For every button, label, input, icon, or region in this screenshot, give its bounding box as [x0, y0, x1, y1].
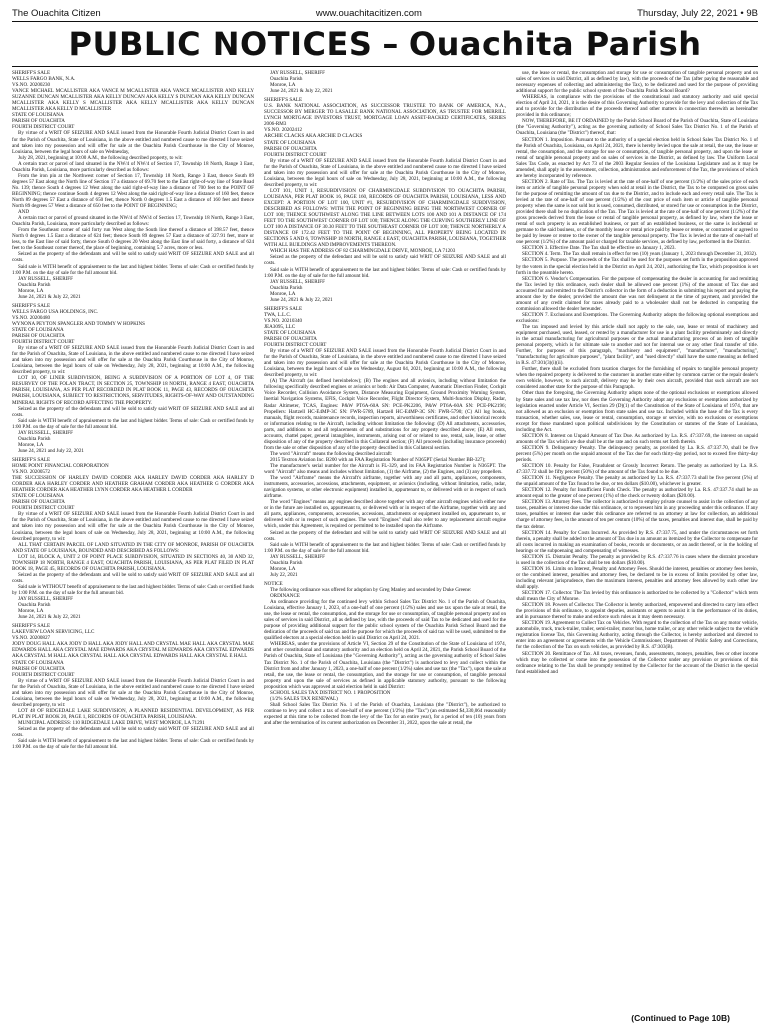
notice-paragraph: By virtue of a WRIT OF SEIZURE AND SALE issued from the Honorable Fourth Judicial District Court in and for the Parish of Ouachita, State of Louisiana, in the above entitled and numbered cause to me directed I have seized and taken into my possession and will offer for sale at the Ouachita Parish Courthouse in the City of Monroe, Louisiana, between the legal hours of sale on Wednesday, July 28, 2021, beginning at 10:00 A.M., the following described property, to wit: [264, 157, 506, 188]
notice-heading-line: PARISH OF OUACHITA [264, 336, 317, 343]
notice-heading-line: SHERIFF'S SALE [12, 70, 51, 76]
notice-paragraph: Said sale is WITHOUT benefit of appraisement to the last and highest bidder. Terms of sale: Cash or certified funds by 1:00 P.M. on the day of sale for the full amount bid. [12, 583, 254, 596]
notice-paragraph: SECTION 14. Penalty for Costs Incurred. As provided by R.S. 47:337.75, and under the circumstances set forth therein, a penalty shall be added to the amount of Tax due in an amount as itemized by the Collector to compensate for all costs incurred in making an examination of books, records or documents, or an audit thereof, or in the holding of hearings or the subpoenaing and compensating of witnesses. [516, 529, 758, 554]
notice-heading-line: JEA3095, LLC [264, 323, 296, 330]
notice-paragraph: (A) The Aircraft (as defined hereinbelow); (B) The engines and all avionics, including without limitation the following specifically described engines or avionics or both: Air Data Computer, Automatic Direction Finder, Cockpit Voice Recorder, Collision Avoidance System, Distance Measuring Equipment, Ground Proximity Warning System, Inertial Navigation Systems, EFIS, Cockpit Voice Recorder, Flight Director System, Multi-function Display, Radar, Radar Altimeter, TCAS, Engines: P&W PT6A-60A SN: PCE-PK2206, P&W PT6A-60A SN: PCE-PK2196; Propellers: Hartzell HC-E4MP-3C SN: FWR-5789, Hartzell HC-E4MP-3C SN: FWR-5790; (C) All log books, manuals, flight records, maintenance records, inspection reports, airworthiness certificates, and other historical records or information relating to the Aircraft, including without limitation the following: (D) All attachments, accessories, parts, and additions to and all replacements of and substitutions for any property described above; (E) All rents, accounts, chattel paper, general intangibles, instruments, arising out of or related to use, rental, sale, lease, or other disposition of any of the property described in this Collateral section; (F) All proceeds (including insurance proceeds) from the sale or other disposition of any of the property described in this Collateral section. [264, 378, 506, 451]
notice-paragraph: MUNICIPAL ADDRESS: 110 RIDGEDALE LAKE DRIVE, WEST MONROE, LA 71291 [18, 719, 205, 726]
notice-paragraph: A certain tract or parcel of land situated in the NW/4 of NW/4 of Section 17, Township 18 North, Range 3 East, Ouachita Parish, Louisiana, more particularly described as follows: [12, 160, 254, 173]
notice-heading-line: VS.NO. 20210340 [264, 317, 303, 324]
notice-paragraph: Monroe, LA [18, 441, 44, 448]
notice-paragraph: Seized as the property of the defendant and will be sold to satisfy said WRIT OF SEIZURE AND SALE and all costs. [264, 254, 506, 267]
notice-paragraph: SECTION 6. Vendor's Compensation. For the purpose of compensating the dealer in accounting for and remitting the Tax levied by this ordinance, each dealer shall be allowed one percent (1%) of the amount of Tax due and accounted for and remitted to the District's collector in the form of a deduction in submitting his report and paying the amount due by the dealer, provided the amount due was not delinquent at the time of payment, and provided the amount of any credit claimed for taxes already paid to a wholesaler shall not be deducted in computing the commission allowed the dealer hereunder. [516, 275, 758, 312]
column-2 [264, 70, 506, 1010]
notice-paragraph: SECTION 19. Agreement to Collect Tax on Vehicles. With regard to the collection of the Tax on any motor vehicle, automobile, truck, truck-trailer, trailer, semi-trailer, motor bus, home trailer, or any other vehicle subject to the vehicle registration license Tax, this Governing Authority, acting through the Collector, is hereby authorized and directed to enter into an agreement or agreements with the Vehicle Commissioner, Department of Public Safety and Corrections, for the collection of the Tax on such vehicles, as provided by R.S. 47:303(B). [516, 620, 758, 651]
notice-heading-line: ARCHIE CLACKS AKA ARCHIE D CLACKS [264, 133, 363, 140]
notice-paragraph: JAY RUSSELL, SHERIFF [270, 553, 325, 560]
notice-paragraph: LOT 10, OF LINER SUBDIVISION, BEING A SUBDIVISION OF A PORTION OF LOT 4, OF THE RESURVEY OF THE FOLAN TRACT, IN SECTION 25, TOWNSHIP 18 NORTH, RANGE 4 EAST, OUACHITA PARISH, LOUISIANA, AS PER PLAT RECORDED IN PLAT BOOK 11, PAGE 43, RECORDS OF OUACHITA PARISH, LOUISIANA, SUBJECT TO RESTRICTIONS, SERVITUDES, RIGHTS-OF-WAY AND OUTSTANDING MINERAL RIGHTS OF RECORD AFFECTING THE PROPERTY. [12, 375, 254, 406]
notice-paragraph: Said sale is WITH benefit of appraisement to the last and highest bidder. Terms of sale: Cash or certified funds by 1:00 P.M. on the day of sale for the full amount bid. [264, 541, 506, 554]
notice-heading-line: VS.NO. 20200480 [12, 314, 51, 321]
notice-heading-line: SHERIFF'S SALE [12, 302, 51, 309]
notice-paragraph: By virtue of a WRIT OF SEIZURE AND SALE issued from the Honorable Fourth Judicial District Court in and for the Parish of Ouachita, State of Louisiana, in the above entitled and numbered cause to me directed I have seized and taken into my possession and will offer for sale at the Ouachita Parish Courthouse in the City of Monroe, Louisiana, between the legal hours of sale on Wednesday, July 28, 2021, beginning at 10:00 A.M., the following described property, to wit: [12, 677, 254, 708]
notice-paragraph: Seized as the property of the defendants and will be sold to satisfy said WRIT OF SEIZURE AND SALE and all costs. [12, 405, 254, 418]
notice-paragraph: SECTION 15. Distraint Penalty. The penalty as provided by R.S. 47:337.76 in cases where the distraint procedure is used in the collection of the Tax shall be ten dollars ($10.00). [516, 553, 758, 566]
notice-paragraph: LOT 101, UNIT 1, RESUBDIVISION OF CHARMINGDALE SUBDIVISION TO OUACHITA PARISH, LOUISIANA, PER PLAT BOOK 16, PAGE 160, RECORDS OF OUACHITA PARISH, LOUISIANA, LESS AND EXCEPT: A PORTION OF LOT 100, UNIT #1, RESUBDIVISION OF CHARMINGDALE SUBDIVISION, DESCRIBED AS FOLLOWS: WITH THE POINT OF BEGINNING BEING THE NORTHWEST CORNER OF LOT 100; THENCE SOUTHWEST ALONG THE LINE BETWEEN LOTS 100 AND 101 A DISTANCE OF 174 FEET TO THE SOUTHWEST CORNER OF LOT 100; THENCE ALONG THE CURVING SOUTHERLY LINE OF LOT 100 A DISTANCE OF 30.30 FEET TO THE SOUTHEAST CORNER OF LOT 100; THENCE NORTHERLY A DISTANCE OF 172.42 FEET TO THE POINT OF BEGINNING, ALL PROPERTY BEING LOCATED IN SECTIONS 5 AND 6, TOWNSHIP 18 NORTH, RANGE 4 EAST, OUACHITA PARISH, LOUISIANA, TOGETHER WITH ALL BUILDINGS AND IMPROVEMENTS THEREON. [264, 187, 506, 249]
notice-paragraph: Seized as the property of the defendants and will be sold to satisfy said WRIT OF SEIZURE AND SALE and all costs. [12, 251, 254, 264]
notice-paragraph: Seized as the property of the defendants and will be sold to satisfy said WRIT OF SEIZURE AND SALE and all costs. [12, 726, 254, 739]
notice-heading-line: VANCE MICHAEL MCALLISTER AKA VANCE M MCALLISTER AKA VANCE MCALLISTER AND KELLY SUZANNE DUNCAN MCALLISTER AKA KELLY DUNCAN AKA KELLY S DUNCAN AKA KELLY DUNCAN MCALLISTER AKA KELLY S MCALLISTER AKA KELLY MCALLISTER AKA KELLY DUNCAN MCALLISTER AKA KELLY D MCALLISTER [12, 88, 254, 113]
notice-paragraph: SECTION 4. Term. The Tax shall remain in effect for ten (10) years (January 1, 2023 through December 31, 2032). [522, 251, 758, 258]
notice-columns [12, 70, 758, 1010]
notice-paragraph: Seized as the property of the defendants and will be sold to satisfy said WRIT OF SEIZURE AND SALE and all costs. [12, 571, 254, 584]
legal-notice [516, 70, 758, 675]
notice-paragraph: JAY RUSSELL, SHERIFF [270, 278, 325, 285]
notice-paragraph: The word "Airframe" means the Aircraft's airframe, together with any and all parts, appliances, components, instruments, accessories, accessions, attachments, equipment, or avionics (including, without limitation, radio, radar, navigation systems, or other electronic equipment) installed in, appurtenant to, or delivered with or in respect of such airframe. [264, 475, 506, 500]
notice-paragraph: Said sale is WITH benefit of appraisement to the last and highest bidder. Terms of sale: Cash or certified funds by 1:00 P.M. on the day of sale for the full amount bid. [12, 263, 254, 276]
legal-notice [12, 70, 254, 300]
notice-paragraph: (1/2% SALES TAX RENEWAL) [270, 695, 338, 702]
notice-heading-line: STATE OF LOUISIANA [12, 326, 64, 333]
notice-paragraph: By virtue of a WRIT OF SEIZURE AND SALE issued from the Honorable Fourth Judicial District Court in and for the Parish of Ouachita, State of Louisiana, in the above entitled and numbered cause to me directed I have seized and taken into my possession and will offer for sale at the Ouachita Parish Courthouse in the City of Monroe, Louisiana, between the legal hours of sale on Wednesday, [12, 130, 254, 155]
notice-paragraph: June 24, 2021 & July 22, 2021 [270, 88, 333, 95]
notice-paragraph: JAY RUSSELL, SHERIFF [18, 275, 73, 282]
notice-heading-line: PARISH OF OUACHITA [12, 499, 65, 506]
notice-heading-line: THE SUCCESSION OF HARLEY DAVID CORDER AKA HARLEY DAVID CORDER AKA HARLEY D CORDER AKA HARLEY CORDER AND HEATHER GRAHAM CORDER AKA HEATHER G CORDER AKA HEATHER CORDER AKA HEATHER LYNN CORDER AKA HEATHER L CORDER [12, 475, 254, 494]
section-banner [12, 24, 758, 64]
notice-paragraph: SECTION 1. Imposition. Pursuant to the authority of a special election held in School Sales Tax District No. 1 of the Parish of Ouachita, Louisiana, on April 24, 2021, there is hereby levied upon the sale at retail, the use, the lease or rental, the consumption, and the storage for use or consumption, of tangible personal property, and upon the lease or rental of tangible personal property and on sales of services in the District, as defined by law. The Uniform Local Sales Tax Code, as enacted by Act 73 of the 2003 Regular Session of the Louisiana Legislature and as it may be amended, shall apply in the assessment, collection, administration and enforcement of the Tax, the provisions of which are hereby incorporated by reference. [516, 136, 758, 179]
notice-heading-line: U.S. BANK NATIONAL ASSOCIATION, AS SUCCESSOR TRUSTEE TO BANK OF AMERICA, N.A., SUCCESSOR BY MERGER TO LASALLE BANK NATIONAL ASSOCIATION, AS TRUSTEE FOR MERRILL LYNCH MORTGAGE INVESTORS TRUST, MORTGAGE LOAN ASSET-BACKED CERTIFICATES, SERIES 2006-RM3 [264, 103, 506, 128]
notice-heading-line: FOURTH DISTRICT COURT [12, 339, 75, 346]
legal-notice [264, 97, 506, 303]
column-3 [516, 70, 758, 1010]
notice-paragraph: SECTION 12. Penalty for Insufficient Funds Check. The penalty as authorized by La. R.S. 47:337.74 shall be an amount equal to the greater of one percent (1%) of the check or twenty dollars ($20.00). [516, 487, 758, 500]
notice-paragraph: ORDINANCE [270, 592, 300, 599]
notice-paragraph: By virtue of a WRIT OF SEIZURE AND SALE issued from the Honorable Fourth Judicial District Court in and for the Parish of Ouachita, State of Louisiana, in the above entitled and numbered cause to me directed I have seized and taken into my possession and will offer for sale at the Ouachita Parish Courthouse in the City of Monroe, Louisiana, between the legal hours of sale on Wednesday, July 28, 2021, beginning at 10:00 A.M., the following described property, to wit: [12, 345, 254, 376]
notice-paragraph: SECTION 2. Rate of Tax. The Tax is levied at the rate of one-half of one percent (1/2%) of the sales price of each item or article of tangible personal property when sold at retail in the District, the Tax to be computed on gross sales for the purpose of remitting the amount of tax due to the District, and to include each and every retail sale. The Tax is levied at the rate of one-half of one percent (1/2%) of the cost price of each item or article of tangible personal property when the same is not sold but is used, consumed, distributed, or stored for use or consumption in the District, provided there shall be no duplication of the Tax. The Tax is levied at the rate of one-half of one percent (1/2%) of the gross proceeds derived from the lease or rental of tangible personal property, as defined by law, where the lease or rental of such property is an established business, or part of an established business, or the same is incidental or germane to the said business, or of the monthly lease or rental price paid by lessee or rentee, or contracted or agreed to be paid by lessee or rentee to the owner of the tangible personal property. The Tax is levied at the rate of one-half of one percent (1/2%) of the amount paid or charged for taxable services, as defined by law, performed in the District. [516, 178, 758, 246]
notice-paragraph: Monroe, LA [270, 290, 296, 297]
notice-paragraph: JAY RUSSELL, SHERIFF [18, 429, 73, 436]
notice-paragraph: SECTION 17. Collector. The Tax levied by this ordinance is authorized to be collected by a "Collector" which term shall mean the City of Monroe. [516, 590, 758, 603]
notice-heading-line: TWA, L.L.C. [264, 311, 292, 318]
notice-paragraph: WHICH HAS THE ADDRESS OF 82 CHARMINGDALE DRIVE, MONROE, LA 71203 [270, 248, 456, 255]
notice-paragraph: June 24, 2021 and July 22, 2021 [18, 447, 84, 454]
notice-heading-line: FOURTH DISTRICT COURT [264, 342, 327, 349]
notice-paragraph: June 24, 2021 & July 22, 2021 [270, 296, 333, 303]
notice-paragraph: LOT 14, BLOCK A, UNIT 2 OF POINT PLACE SUBDIVISION, SITUATED IN SECTIONS 40, 30 AND 32, TOWNSHIP 18 NORTH, RANGE 4 EAST, OUACHITA PARISH, LOUISIANA, AS PER PLAT FILED IN PLAT BOOK 18, PAGE 45, RECORDS OF OUACHITA PARISH, LOUISIANA. [12, 553, 254, 572]
column-1 [12, 70, 254, 1010]
notice-paragraph: Monroe, LA [270, 565, 296, 572]
notice-paragraph: Monroe, LA [18, 287, 44, 294]
notice-paragraph: WHEREAS, under the provisions of Article VI, Section 29 of the Constitution of the State of Louisiana of 1974, and other constitutional and statutory authority and an election held on April 24, 2021, the Parish School Board of the Parish of Ouachita, State of Louisiana (the "Governing Authority"), acting as the governing authority of School Sales Tax District No. 1 of the Parish of Ouachita, Louisiana (the "District") is authorized to levy and collect within the District from and after January 1, 2023, a one-half of one percent (1/2%) sales and use tax (the "Tax"), upon the sale at retail, the use, the lease or rental, the consumption, and the storage for use or consumption, of tangible personal property and upon the sale of services as defined in applicable statutory authority, pursuant to the following proposition which was approved at said election held in said District: [264, 641, 506, 690]
notice-paragraph: SECTION 16. Limits on Interest, Penalty and Attorney Fees. Should the interest, penalties or attorney fees herein, or the combined interest, penalties and attorney fees, be declared to be in excess of limits provided by other law, including relevant jurisprudence, then the maximum interest, penalties and attorney fees allowed by such other law shall apply. [516, 565, 758, 590]
notice-heading-line: SHERIFF'S SALE [264, 305, 303, 312]
notice-paragraph: Seized as the property of the defendant and will be sold to satisfy said WRIT OF SEIZURE AND SALE and all costs. [264, 529, 506, 542]
notice-paragraph: use, the lease or rental, the consumption and storage for use or consumption of tangible personal property and on sales of services in said District, all as defined by law), with the proceeds of the Tax (after paying the reasonable and necessary expenses of collecting and administering the Tax), to be dedicated and used for the purpose of providing additional support for the public school system of the Ouachita Parish School Board? [516, 70, 758, 95]
banner-separator: – [382, 25, 399, 63]
notice-heading-line: FOURTH DISTRICT COURT [12, 671, 75, 678]
notice-heading-line: SHERIFF'S SALE [12, 623, 51, 630]
notice-paragraph: Monroe, LA [18, 608, 44, 615]
notice-paragraph: From the Southeast corner of said forty run West along the South line thereof a distance of 398.57 feet, thence North 0 degrees 1.5 East a distance of 624 feet; thence South 89 degrees 57 East a distance of 327.91 feet, more or less, to the East line of said forty, thence South 0 degrees 20 West along the East line of said forty, a distance of 624 feet to the Southeast corner thereof, the place of beginning, containing 5.7 acres, more or less. [12, 227, 254, 252]
notice-paragraph: By virtue of a WRIT OF SEIZURE AND SALE issued from the Honorable Fourth Judicial District Court in and for the Parish of Ouachita, State of Louisiana, in the above entitled and numbered cause to me directed I have seized and taken into my possession and will offer for sale at the Ouachita Parish Courthouse in the City of Monroe, Louisiana, between the legal hours of sale on Wednesday, July 28, 2021, beginning at 10:00 A.M., the following described property, to wit: [12, 511, 254, 542]
notice-paragraph: A certain tract or parcel of ground situated in the NW/4 of NW/4 of Section 17, Township 18 North, Range 3 East, Ouachita Parish, Louisiana, more particularly described as follows: [12, 215, 254, 228]
notice-heading-line: WYNONA PEYTON SPANGLER AND TOMMY W HOPKINS [12, 320, 146, 327]
notice-heading-line: VS.NO. 20200827 [12, 635, 51, 642]
paper-name: The Ouachita Citizen [12, 7, 101, 19]
notice-paragraph: Ouachita Parish [18, 435, 51, 442]
notice-heading-line: WELLS FARGO USA HOLDINGS, INC. [12, 308, 99, 315]
notice-paragraph: From the iron pin at the Northwest corner of Section 17, Township 18 North, Range 3 East, thence South 89 degrees 57 East along the North line of Section 17 a distance of 69.70 feet to the East right-of-way line of State Road No. 139; thence South 4 degrees 12 West along the said right-of-way line a distance of 700 feet to the POINT OF BEGINNING; thence continue South 4 degrees 12 West along the said right-of-way line a distance of 160 feet, thence North 89 degrees 57 East a distance of 650 feet, thence North 0 degrees 1.5 East a distance of 160 feet and thence North 89 degrees 57 West a distance of 650 feet to the POINT OF BEGINNING; [12, 172, 254, 210]
notice-paragraph: The word "Aircraft" means the following described aircraft: [270, 450, 393, 457]
notice-paragraph: LOT 48 OF RIDGEDALE LAKE SUBDIVISION, A PLANNED RESIDENTIAL DEVELOPMENT, AS PER PLAT IN PLAT BOOK 20, PAGE 1, RECORDS OF OUACHITA PARISH, LOUISIANA. [12, 707, 254, 720]
notice-paragraph: July 28, 2021, beginning at 10:00 A.M., the following described property, to wit: [18, 154, 183, 161]
notice-heading-line: PARISH OF OUACHITA [12, 665, 65, 672]
notice-paragraph: SECTION 10. Penalty for False, Fraudulent or Grossly Incorrect Return. The penalty as authorized by La. R.S. 47:337.72 shall be fifty percent (50%) of the amount of the Tax found to be due. [516, 463, 758, 476]
notice-paragraph: Other than the foregoing, the Governing Authority adopts none of the optional exclusions or exemptions allowed by State sales and use tax law, nor does the Governing Authority adopt any exclusions or exemptions authorized by legislation enacted under Article VI, Section 29 (D)(1) of the Constitution of the State of Louisiana of 1974, that are not allowed as an exclusion or exemption from state sales and use tax. Included within the base of the Tax is every transaction, whether sales, use, lease or rental, consumption, storage or service, with no exclusions or exemptions except for those mandated upon political subdivisions by the Constitution or statutes of the State of Louisiana, including the Act. [516, 390, 758, 433]
notice-paragraph: NOW, THEREFORE, BE IT ORDAINED by the Parish School Board of the Parish of Ouachita, State of Louisiana (the "Governing Authority"), acting as the governing authority of School Sales Tax District No. 1 of the Parish of Ouachita, Louisiana (the "District") thereof, that: [516, 118, 758, 137]
notice-paragraph: Monroe, LA [270, 82, 296, 89]
notice-paragraph: 2015 Textron Aviation Inc. B200 with an FAA Registration Number of N365PT (Serial Number BB-327); [270, 456, 486, 463]
notice-paragraph: Said sale is WITH benefit of appraisement to the last and highest bidder. Terms of sale: Cash or certified funds by 1:00 P.M. on the day of sale for the full amount bid. [264, 266, 506, 279]
date-page: Thursday, July 22, 2021 • 9B [637, 7, 758, 19]
notice-heading-line: LAKEVIEW LOAN SERVICING, LLC [12, 629, 95, 636]
notice-paragraph: SECTION 3. Effective Date. The Tax shall be effective on January 1, 2023. [522, 245, 676, 252]
notice-heading-line: STATE OF LOUISIANA [12, 493, 64, 500]
notice-paragraph: SECTION 18. Powers of Collector. The Collector is hereby authorized, empowered and directed to carry into effect the provisions of this ordinance, to appoint deputies, assistants or agents to assist it in the performance of its duties, and in pursuance thereof to make and enforce such rules as it may deem necessary. [516, 602, 758, 621]
legal-notice [12, 303, 254, 454]
notice-paragraph: SECTION 20. Remittance of Tax. All taxes, revenues, funds, assessments, moneys, penalties, fees or other income which may be collected or come into the possession of the Collector under any provision or provisions of this ordinance relating to the Tax shall be promptly remitted by the Collector for the account of the District in the special fund established and [516, 650, 758, 675]
notice-heading-line: STATE OF LOUISIANA [12, 112, 64, 119]
notice-paragraph: Further, there shall be excluded from taxation charges for the furnishing of repairs to tangible personal property when the repaired property is delivered to the customer in another state either by common carrier or the repair dealer's own vehicle, however, to such aircraft, delivery may be by their own aircraft, provided that such aircraft are not considered another state for the purpose of this Paragraph. [516, 366, 758, 391]
legal-notice [12, 623, 254, 750]
notice-paragraph: SCHOOL SALES TAX DISTRICT NO. 1 PROPOSITION [270, 689, 391, 696]
banner-rule [12, 66, 758, 67]
legal-notice [264, 70, 506, 94]
notice-heading-line: FOURTH DISTRICT COURT [12, 124, 75, 131]
notice-paragraph: SECTION 13. Attorney Fees. The collector is authorized to employ private counsel to assist in the collection of any taxes, penalties or interest due under this ordinance, or to represent him in any proceeding under this ordinance. If any taxes, penalties or interest due under this ordinance are referred to an attorney at law for collection, an additional charge of attorney fees, in the amount of ten per centum (10%) of the taxes, penalties and interest due, shall be paid by the tax debtor. [516, 499, 758, 530]
notice-paragraph: AND [18, 209, 30, 216]
notice-paragraph: Ouachita Parish [270, 284, 303, 291]
notice-paragraph: Ouachita Parish [270, 76, 303, 83]
top-rule [12, 21, 758, 22]
notice-paragraph: Said sale is WITH benefit of appraisement to the last and highest bidder. Terms of sale: Cash or certified funds by 1:00 P.M. on the day of sale for the full amount bid. [12, 738, 254, 751]
notice-heading-line: WELLS FARGO BANK, N.A. [12, 76, 76, 83]
notice-heading-line: PARISH OF OUACHITA [264, 145, 317, 152]
notice-paragraph: By virtue of a WRIT OF SEIZURE AND SALE issued from the Honorable Fourth Judicial District Court in and for the Parish of Ouachita, State of Louisiana, in the above entitled and numbered cause to me directed I have seized and taken into my possession and will offer for sale at the Ouachita Parish Courthouse in the City of Monroe, Louisiana, between the legal hours of sale on Wednesday, August 04, 2021, beginning at 10:00 A.M., the following described property, to wit: [264, 348, 506, 379]
notice-heading-line: HOME POINT FINANCIAL CORPORATION [12, 463, 109, 469]
notice-paragraph: JAY RUSSELL, SHERIFF [270, 70, 325, 76]
banner-left: PUBLIC NOTICES [68, 25, 373, 63]
website[interactable]: www.ouachitacitizen.com [315, 7, 422, 19]
continued-note: (Continued to Page 10B) [631, 1013, 730, 1023]
notice-paragraph: The tax imposed and levied by this article shall not apply to the sale, use, lease or rental of machinery and equipment purchased, used, leased, or rented by a manufacturer for use in a plant facility predominately and directly in the actual manufacturing for agricultural purposes or the actual manufacturing process of an item of tangible personal property, which is for ultimate sale to another and not for internal use or any other final transfer of title. Further, for purposes of this paragraph, "machinery and equipment", "manufacturer", "manufacturing", "manufacturing for agriculture purposes", "plant facility", and "used directly" shall have the same meaning as defined in R.S. 47:301(3)(i)(ii). [516, 323, 758, 367]
notice-paragraph: WHEREAS, in compliance with the provisions of the constitutional and statutory authority and said special election of April 24, 2021, it is the desire of this Governing Authority to provide for the levy and collection of the Tax and to provide for the distribution of the proceeds thereof and other matters in connection therewith as hereinafter provided in this ordinance; [516, 94, 758, 119]
notice-paragraph: The manufacturer's serial number for the Aircraft is FL-329, and its FAA Registration Number is N365PT. The word "Aircraft" also means and includes without limitation, (1) the Airframe, (2) the Engines, and (3) any propellers. [264, 463, 506, 476]
notice-paragraph: JAY RUSSELL, SHERIFF [18, 596, 73, 603]
notice-heading-line: PARISH OF OUACHITA [12, 118, 65, 125]
notice-paragraph: SECTION 5. Purpose. The proceeds of the Tax shall be used for the purposes set forth in the proposition approved by the voters in the special election held in the District on April 24, 2021, authorizing the Tax, which proposition is set forth in the preamble hereto. [516, 257, 758, 276]
notice-heading-line: FOURTH DISTRICT COURT [12, 505, 75, 512]
notice-heading-line: VS.NO. 20202412 [264, 127, 303, 134]
banner-right: Ouachita Parish [408, 25, 702, 63]
notice-paragraph: SECTION 7. Exclusions and Exemptions. The Governing Authority adopts the following optional exemptions and exclusions: [516, 311, 758, 324]
notice-paragraph: Ouachita Parish [270, 559, 303, 566]
legal-notice [12, 457, 254, 620]
notice-heading-line: NOTICE [264, 580, 283, 587]
legal-notice [264, 306, 506, 578]
notice-paragraph: SECTION 11. Negligence Penalty. The penalty as authorized by La. R.S. 47:337.73 shall be five percent (5%) of the unpaid amount of the Tax found to be due, or ten dollars ($10.00), whichever is greater. [516, 475, 758, 488]
notice-paragraph: Shall School Sales Tax District No. 1 of the Parish of Ouachita, Louisiana (the "District"), be authorized to continue to levy and collect a tax of one-half of one percent (1/2%) (the "Tax") (an estimated $4,330,064 reasonably expected at this time to be collected from the levy of the Tax for an entire year), for a period of ten (10) years from and after the termination of its current authorization on December 31, 2022, upon the sale at retail, the [264, 701, 506, 726]
notice-heading-line: STATE OF LOUISIANA [264, 329, 316, 336]
notice-paragraph: The following ordinance was offered for adoption by Greg Manley and seconded by Duke Greene: [270, 586, 472, 593]
notice-heading-line: VS.NO. 20200572 [12, 469, 51, 476]
notice-heading-line: PARISH OF OUACHITA [12, 333, 65, 340]
notice-heading-line: VS.NO. 20200230 [12, 82, 51, 89]
notice-paragraph: June 24, 2021 & July 22, 2021 [18, 614, 81, 621]
notice-paragraph: The word "Engines" means any engines described above together with any other aircraft engines which either now or in the future are installed on, appurtenant to, or delivered with or in respect of the Airframe, together with any and all parts, appliances, components, accessories, accessions, attachments or equipment installed on, appurtenant to, or delivered with or in respect of such engines. The word "Engines" shall also refer to any replacement aircraft engine which, under this Agreement, is required or permitted to be installed upon the Airframe. [264, 499, 506, 530]
notice-paragraph: June 24, 2021 & July 22, 2021 [18, 293, 81, 300]
notice-heading-line: STATE OF LOUISIANA [264, 139, 316, 146]
notice-heading-line: FOURTH DISTRICT COURT [264, 151, 327, 158]
notice-paragraph: ALL THAT CERTAIN PARCEL OF LAND SITUATED IN THE CITY OF MONROE, PARISH OF OUACHITA AND STATE OF LOUISIANA, BOUNDED AND DESCRIBED AS FOLLOWS: [12, 541, 254, 554]
notice-paragraph: Ouachita Parish [18, 602, 51, 609]
notice-heading-line: STATE OF LOUISIANA [12, 659, 64, 666]
masthead [12, 6, 758, 20]
legal-notice [264, 581, 506, 726]
notice-paragraph: SECTION 9. Delinquency Penalty. The delinquency penalty, as provided by La. R.S. 47:337.70, shall be five percent (5%) per month on the unpaid amount of the Tax due for each thirty-day period, not to exceed five thirty-day periods. [516, 444, 758, 463]
notice-paragraph: SECTION 8. Interest on Unpaid Amount of Tax Due. As authorized by La. R.S. 47:337.69, the interest on unpaid amounts of the Tax which are due shall be at the rate and on such terms set forth therein. [516, 432, 758, 445]
notice-paragraph: An ordinance providing for the continued levy within School Sales Tax District No. 1 of the Parish of Ouachita, Louisiana, effective January 1, 2023, of a one-half of one percent (1/2%) sales and use tax upon the sale at retail, the use, the lease or rental, the consumption, and the storage for use or consumption, of tangible personal property and on sales of services in said District, all as defined by law, with the proceeds of said Tax to be dedicated and used for the purpose of providing additional support for the public school system of the Ouachita Parish School Board and the dedication of the proceeds of said tax and the purpose for which the proceeds of said tax will be used, submitted to the qualified electors at a special election held in said District on April 24, 2021. [264, 599, 506, 642]
notice-heading-line: SHERIFF'S SALE [264, 97, 303, 104]
notice-paragraph: July 22, 2021 [270, 571, 298, 578]
notice-heading-line: JODY DOUG HALL AKA JODY D HALL AKA JODY HALL AND CRYSTAL MAE HALL AKA CRYSTAL MAE EDWARDS HALL AKA CRYSTAL MAE EDWARDS AKA CRYSTAL M EDWARDS AKA CRYSTAL EDWARDS AKA CRYSTAL M HALL AKA CRYSTAL HALL AKA CRYSTAL EDWARDS HALL AKA CRYSTAL E HALL [12, 641, 254, 660]
notice-paragraph: Said sale is WITH benefit of appraisement to the last and highest bidder. Terms of sale: Cash or certified funds by 1:00 P.M. on the day of sale for the full amount bid. [12, 417, 254, 430]
notice-heading-line: SHERIFF'S SALE [12, 456, 51, 463]
notice-paragraph: Ouachita Parish [18, 281, 51, 288]
